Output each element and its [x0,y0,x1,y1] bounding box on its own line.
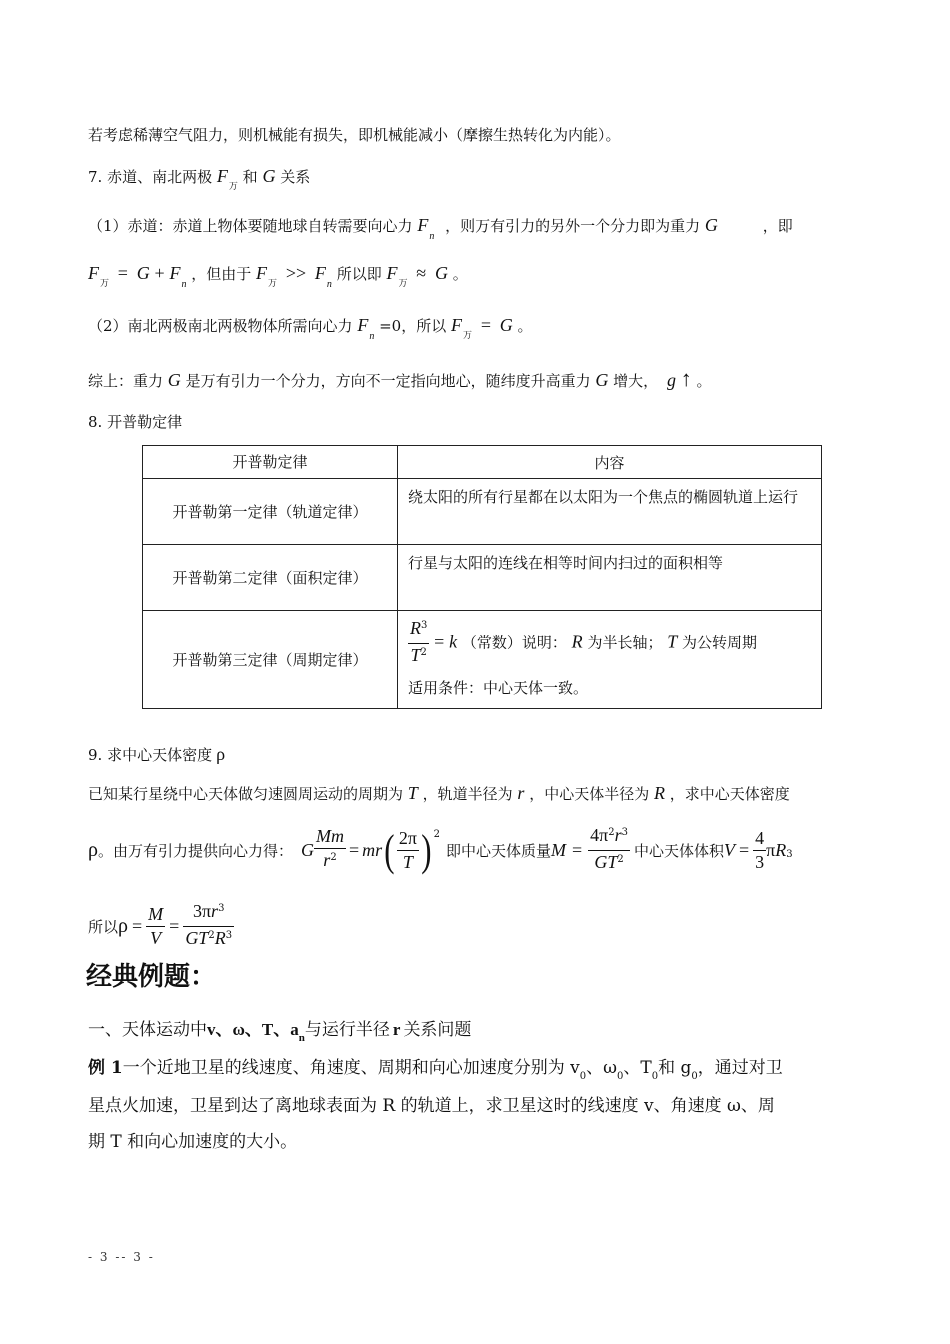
formula-line: ρ 。由万有引力提供向心力得： G $\frac{Mm}{r^2}$ = mr ( $\frac{2\pi}{T}$ ) 2 即中心天体质量 M = $\frac{4\pi^2r^3}{GT^2}$ 中心天体体积 V = $\frac{4}{3}$ π R 3 [88,824,793,875]
table-header: 内容 [398,446,822,479]
table-row [143,545,822,611]
kepler-table [142,445,822,709]
formula-line: 所以 ρ = $\frac{M}{V}$ = $\frac{3\pi r^3}{GT^2R^3}$ [88,900,233,948]
example-line: 例 1一个近地卫星的线速度、角速度、周期和向心加速度分别为 $v_0$、$\omega_0$、$T_0$和 $g_0$，通过对卫 [88,1058,783,1082]
question-title: 一、天体运动中v、ω、T、$a_n$与运行半径 r 关系问题 [88,1020,472,1044]
text-line: 已知某行星绕中心天体做匀速圆周运动的周期为 T ，轨道半径为 r ，中心天体半径为 R ，求中心天体密度 [88,783,790,803]
table-cell: 行星与太阳的连线在相等时间内扫过的面积相等 [398,545,822,611]
section-8-title: 8. 开普勒定律 [88,413,183,431]
table-header-row [143,446,822,479]
table-cell: 开普勒第一定律（轨道定律） [143,479,398,545]
section-heading: 经典例题： [86,962,217,992]
formula-line: $F_万 = G + F_n$ ，但由于 $F_万 >> F_n$ 所以即 $F_万 \approx G$ 。 [88,263,468,290]
table-cell: 开普勒第二定律（面积定律） [143,545,398,611]
table-row [143,611,822,709]
text-line: 若考虑稀薄空气阻力，则机械能有损失，即机械能减小（摩擦生热转化为内能）。 [88,126,621,144]
example-line: 星点火加速，卫星到达了离地球表面为 R 的轨道上，求卫星这时的线速度 v、角速度 ω、周 [88,1096,775,1116]
table-cell: 开普勒第三定律（周期定律） [143,611,398,709]
text-line: （2）南北两极南北两极物体所需向心力 $F_n =0$，所以 $F_万 = G$ 。 [88,315,533,342]
text-line: （1）赤道：赤道上物体要随地球自转需要向心力 $F_n$ ，则万有引力的另外一个分力即为重力 G ，即 [88,215,793,242]
summary-line: 综上：重力 G 是万有引力一个分力，方向不一定指向地心，随纬度升高重力 G 增大， g ↑ 。 [88,366,712,391]
table-header: 开普勒定律 [143,446,398,479]
table-row [143,479,822,545]
section-7-title: 7. 赤道、南北两极 $F_万$ 和 G 关系 [88,166,311,192]
page-footer: - 3 -- 3 - [88,1250,155,1264]
table-cell: 绕太阳的所有行星都在以太阳为一个焦点的椭圆轨道上运行 [398,479,822,545]
example-line: 期 T 和向心加速度的大小。 [88,1132,298,1152]
section-9-title: 9. 求中心天体密度 ρ [88,744,226,764]
table-cell: $\frac{R^3}{T^2}$ = k （常数）说明： R 为半长轴； T 为公转周期 适用条件：中心天体一致。 [398,611,822,709]
